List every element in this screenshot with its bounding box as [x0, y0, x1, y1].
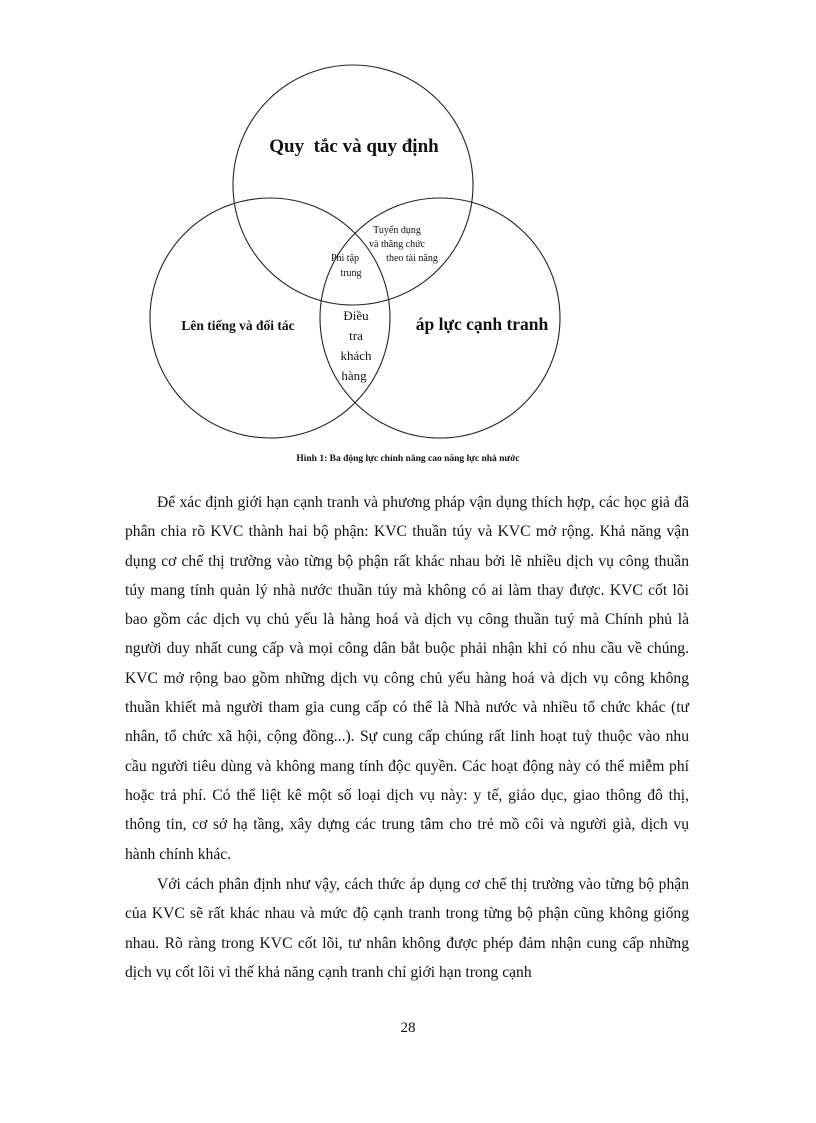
figure-caption: Hình 1: Ba động lực chính nâng cao năng lực nhà nước	[296, 454, 520, 464]
label-voice: Lên tiếng và đối tác	[181, 318, 295, 333]
body-paragraph-1: Để xác định giới hạn cạnh tranh và phương pháp vận dụng thích hợp, các học giả đã phân chia rõ KVC thành hai bộ phận: KVC thuần túy và KVC mở rộng. Khả năng vận dụng cơ chế thị trường vào từng bộ phận rất khác nhau bởi lẽ nhiều dịch vụ công thuần túy mang tính quản lý nhà nước thuần túy mà không có ai làm thay được. KVC cốt lõi bao gồm các dịch vụ chủ yếu là hàng hoá và dịch vụ công thuần tuý mà Chính phủ là người duy nhất cung cấp và mọi công dân bắt buộc phải nhận khi có nhu cầu về chúng. KVC mở rộng bao gồm những dịch vụ công chủ yếu hàng hoá và dịch vụ công không thuần khiết mà người tham gia cung cấp có thể là Nhà nước và nhiều tổ chức khác (tư nhân, tổ chức xã hội, cộng đồng...). Sự cung cấp chúng rất linh hoạt tuỳ thuộc vào nhu cầu người tiêu dùng và không mang tính độc quyền. Các hoạt động này có thể miễm phí hoặc trả phí. Có thể liệt kê một số loại dịch vụ này: y tế, giáo dục, giao thông đô thị, thông tin, cơ sở hạ tầng, xây dựng các trung tâm cho trẻ mồ côi và người già, dịch vụ hành chính khác.	[125, 494, 689, 863]
label-survey-2: tra	[349, 328, 363, 343]
label-rules: Quy tắc và quy định	[269, 136, 439, 157]
label-survey-3: khách	[340, 348, 372, 363]
label-competition: áp lực cạnh tranh	[415, 314, 549, 334]
label-decentral-1: Phi tập	[330, 253, 360, 264]
venn-diagram	[140, 50, 570, 450]
label-recruitment-2: và thăng chức	[369, 239, 425, 250]
label-survey-1: Điều	[343, 308, 369, 323]
page-number: 28	[400, 1020, 416, 1036]
label-recruitment-1: Tuyển dụng	[373, 225, 421, 236]
label-survey-4: hàng	[341, 368, 367, 383]
body-paragraph-2: Với cách phân định như vậy, cách thức áp dụng cơ chế thị trường vào từng bộ phận của KVC sẽ rất khác nhau và mức độ cạnh tranh trong từng bộ phận cũng không giống nhau. Rõ ràng trong KVC cốt lõi, tư nhân không được phép đảm nhận cung cấp những dịch vụ cốt lõi vì thế khả năng cạnh tranh chỉ giới hạn trong cạnh	[125, 876, 689, 981]
label-decentral-2: trung	[340, 268, 362, 279]
label-recruitment-3: theo tài năng	[386, 253, 438, 264]
